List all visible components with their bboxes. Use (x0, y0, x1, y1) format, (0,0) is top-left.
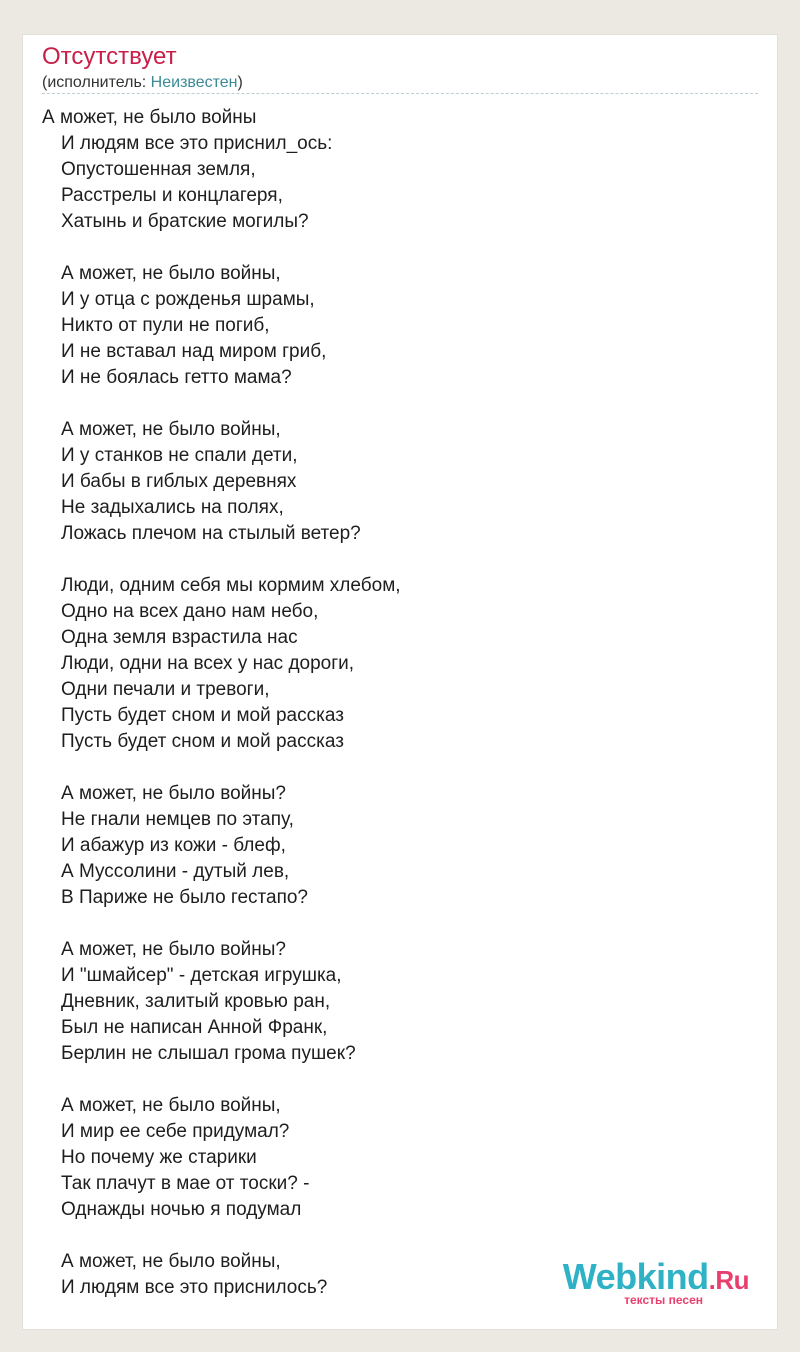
lyric-line: Расстрелы и концлагеря, (61, 185, 283, 206)
stanza (42, 417, 742, 547)
brand-logo[interactable] (549, 1257, 749, 1307)
brand-name: Webkind (562, 1256, 709, 1297)
lyric-line: А может, не было войны? (61, 783, 286, 804)
lyric-line: И у отца с рожденья шрамы, (61, 289, 315, 310)
lyric-line: А может, не было войны, (61, 263, 281, 284)
lyric-line: Одно на всех дано нам небо, (61, 601, 319, 622)
stanza (42, 105, 742, 235)
lyric-line: Пусть будет сном и мой рассказ (61, 731, 344, 752)
lyric-line: Опустошенная земля, (61, 159, 256, 180)
stanza (42, 781, 742, 911)
lyric-line: Одна земля взрастила нас (61, 627, 298, 648)
lyric-line: И не вставал над миром гриб, (61, 341, 327, 362)
lyric-line: Не гнали немцев по этапу, (61, 809, 294, 830)
song-title: Отсутствует (42, 43, 177, 70)
lyric-line: И бабы в гиблых деревнях (61, 471, 297, 492)
brand-tagline: тексты песен (624, 1293, 703, 1307)
title-divider (42, 93, 758, 94)
stanza (42, 261, 742, 391)
lyric-line: Люди, одни на всех у нас дороги, (61, 653, 355, 674)
artist-prefix: (исполнитель: (42, 74, 151, 91)
lyric-line: И абажур из кожи - блеф, (61, 835, 286, 856)
lyric-line: Берлин не слышал грома пушек? (61, 1043, 356, 1064)
stanza (42, 937, 742, 1067)
lyric-line: Был не написан Анной Франк, (61, 1017, 328, 1038)
artist-line (42, 73, 243, 93)
brand-tld: .Ru (708, 1265, 749, 1295)
stanza (42, 573, 742, 755)
lyric-line: А может, не было войны, (61, 1095, 281, 1116)
lyric-line: А может, не было войны, (61, 419, 281, 440)
lyric-line: И не боялась гетто мама? (61, 367, 292, 388)
lyric-line: Хатынь и братские могилы? (61, 211, 309, 232)
lyrics-text (42, 105, 742, 1327)
lyric-line: Одни печали и тревоги, (61, 679, 270, 700)
lyric-line: И мир ее себе придумал? (61, 1121, 290, 1142)
stanza (42, 1093, 742, 1223)
lyric-line: Никто от пули не погиб, (61, 315, 270, 336)
lyric-line: И людям все это приснилось? (61, 1277, 328, 1298)
lyric-line: А может, не было войны? (61, 939, 286, 960)
lyric-line: А может, не было войны (42, 107, 257, 128)
lyric-line: Однажды ночью я подумал (61, 1199, 302, 1220)
lyric-line: Так плачут в мае от тоски? - (61, 1173, 310, 1194)
lyrics-card (22, 34, 778, 1330)
lyric-line: И людям все это приснил_ось: (61, 133, 333, 154)
lyric-line: И у станков не спали дети, (61, 445, 298, 466)
lyric-line: Ложась плечом на стылый ветер? (61, 523, 361, 544)
lyric-line: И "шмайсер" - детская игрушка, (61, 965, 342, 986)
lyric-line: Пусть будет сном и мой рассказ (61, 705, 344, 726)
lyric-line: А может, не было войны, (61, 1251, 281, 1272)
lyric-line: Не задыхались на полях, (61, 497, 284, 518)
lyric-line: Люди, одним себя мы кормим хлебом, (61, 575, 401, 596)
lyric-line: Но почему же старики (61, 1147, 257, 1168)
lyric-line: В Париже не было гестапо? (61, 887, 308, 908)
lyric-line: А Муссолини - дутый лев, (61, 861, 290, 882)
lyric-line: Дневник, залитый кровью ран, (61, 991, 331, 1012)
artist-link[interactable]: Неизвестен (150, 74, 238, 91)
artist-suffix: ) (237, 74, 243, 91)
